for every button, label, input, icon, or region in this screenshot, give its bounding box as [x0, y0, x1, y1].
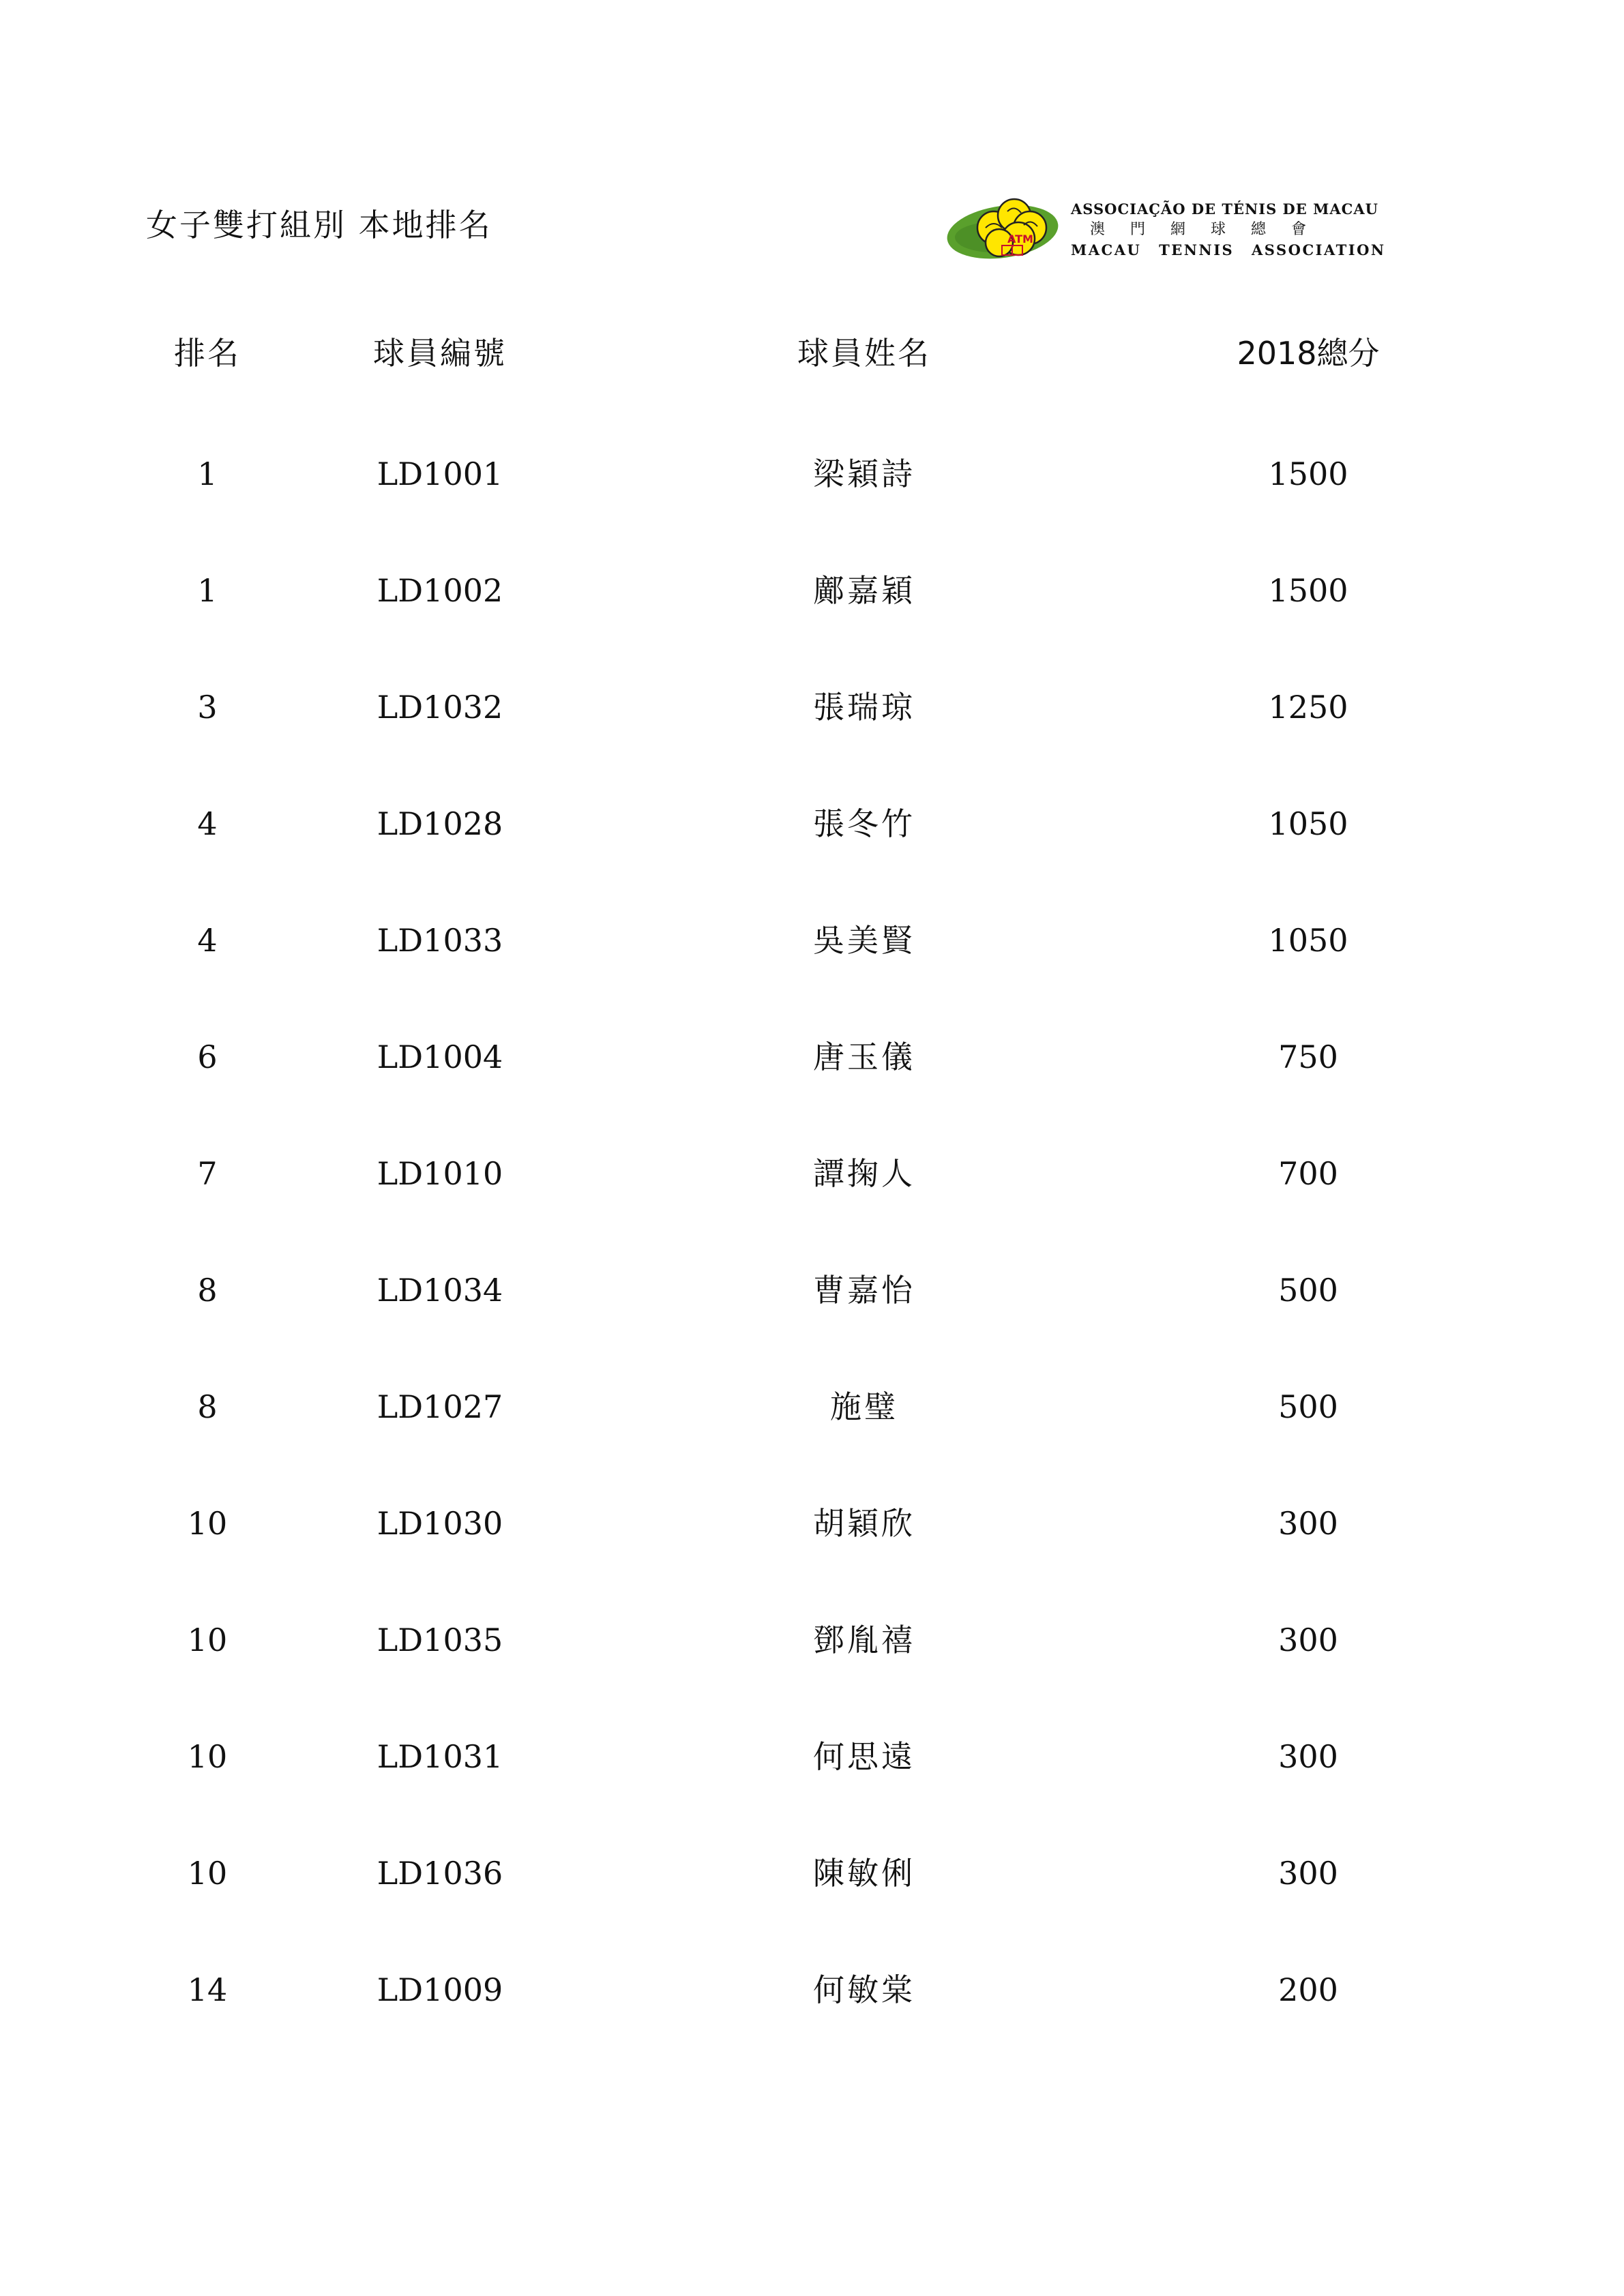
table-row	[0, 1853, 1624, 1894]
association-name-portuguese: ASSOCIAÇÃO DE TÉNIS DE MACAU	[1071, 200, 1378, 218]
cell-player-name: 唐玉儀	[813, 1039, 915, 1075]
cell-player-id: LD1001	[377, 456, 503, 492]
cell-total-score: 1500	[1268, 572, 1348, 609]
header-rank: 排名	[174, 335, 241, 372]
cell-total-score: 1500	[1268, 456, 1348, 492]
cell-player-id: LD1004	[377, 1039, 503, 1075]
cell-player-id: LD1027	[377, 1388, 503, 1425]
cell-player-id: LD1010	[377, 1155, 503, 1192]
cell-total-score: 300	[1278, 1738, 1338, 1775]
table-row	[0, 570, 1624, 611]
header-player-name: 球員姓名	[797, 335, 931, 372]
cell-player-id: LD1034	[377, 1272, 503, 1309]
cell-total-score: 300	[1278, 1505, 1338, 1542]
cell-player-name: 何思遠	[813, 1738, 915, 1775]
cell-player-id: LD1028	[377, 805, 503, 842]
cell-rank: 8	[197, 1388, 218, 1425]
table-row	[0, 1386, 1624, 1427]
cell-total-score: 500	[1278, 1272, 1338, 1309]
cell-player-id: LD1033	[377, 922, 503, 959]
cell-player-name: 梁穎詩	[813, 456, 915, 492]
cell-player-name: 鄺嘉穎	[813, 572, 915, 609]
cell-player-id: LD1035	[377, 1622, 503, 1658]
cell-player-name: 張冬竹	[813, 805, 915, 842]
association-logo	[945, 190, 1386, 268]
cell-player-name: 譚掬人	[813, 1155, 915, 1192]
svg-text:ATM: ATM	[1007, 233, 1033, 245]
cell-total-score: 300	[1278, 1855, 1338, 1892]
cell-player-name: 陳敏俐	[813, 1855, 915, 1892]
association-name-chinese: 澳門網球總會	[1090, 221, 1332, 238]
cell-total-score: 700	[1278, 1155, 1338, 1192]
cell-player-name: 鄧胤禧	[813, 1622, 915, 1658]
cell-player-name: 曹嘉怡	[813, 1272, 915, 1309]
cell-player-name: 吳美賢	[813, 922, 915, 959]
table-row	[0, 1620, 1624, 1660]
cell-rank: 10	[187, 1505, 228, 1542]
table-row	[0, 1736, 1624, 1777]
table-header	[0, 333, 1624, 374]
cell-rank: 3	[197, 689, 218, 726]
cell-total-score: 200	[1278, 1971, 1338, 2008]
cell-rank: 10	[187, 1855, 228, 1892]
table-row	[0, 453, 1624, 494]
cell-rank: 1	[197, 572, 218, 609]
header-total-score: 2018總分	[1237, 335, 1380, 372]
cell-total-score: 1250	[1268, 689, 1348, 726]
page-title: 女子雙打組別 本地排名	[146, 207, 492, 243]
cell-rank: 8	[197, 1272, 218, 1309]
cell-player-id: LD1030	[377, 1505, 503, 1542]
cell-rank: 4	[197, 805, 218, 842]
cell-total-score: 1050	[1268, 922, 1348, 959]
cell-rank: 4	[197, 922, 218, 959]
cell-rank: 14	[187, 1971, 228, 2008]
cell-total-score: 1050	[1268, 805, 1348, 842]
cell-rank: 7	[197, 1155, 218, 1192]
header-player-id: 球員編號	[373, 335, 507, 372]
table-row	[0, 920, 1624, 961]
table-row	[0, 1037, 1624, 1077]
cell-player-name: 何敏棠	[813, 1971, 915, 2008]
table-row	[0, 803, 1624, 844]
cell-player-name: 施璧	[830, 1388, 898, 1425]
cell-rank: 10	[187, 1738, 228, 1775]
association-name-english: MACAU TENNIS ASSOCIATION	[1071, 241, 1386, 258]
cell-player-name: 張瑞琼	[813, 689, 915, 726]
table-row	[0, 1153, 1624, 1194]
table-row	[0, 1969, 1624, 2010]
table-row	[0, 687, 1624, 728]
cell-rank: 1	[197, 456, 218, 492]
cell-player-id: LD1036	[377, 1855, 503, 1892]
cell-rank: 10	[187, 1622, 228, 1658]
cell-total-score: 300	[1278, 1622, 1338, 1658]
table-row	[0, 1503, 1624, 1544]
cell-total-score: 500	[1278, 1388, 1338, 1425]
tennis-balls-icon	[945, 190, 1067, 268]
cell-player-id: LD1002	[377, 572, 503, 609]
association-name	[1071, 199, 1386, 260]
cell-player-id: LD1031	[377, 1738, 503, 1775]
cell-player-id: LD1032	[377, 689, 503, 726]
cell-player-id: LD1009	[377, 1971, 503, 2008]
cell-rank: 6	[197, 1039, 218, 1075]
cell-player-name: 胡穎欣	[813, 1505, 915, 1542]
cell-total-score: 750	[1278, 1039, 1338, 1075]
table-row	[0, 1270, 1624, 1311]
